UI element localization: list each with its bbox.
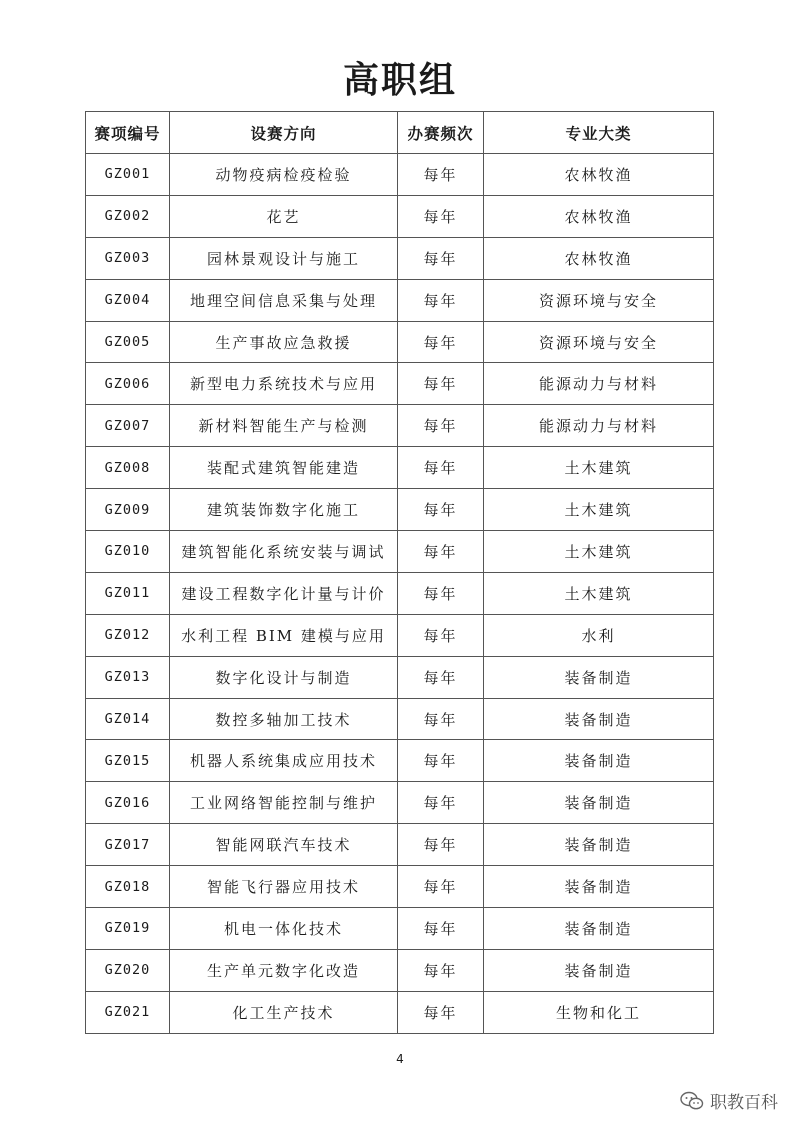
cell-category: 装备制造 [484, 782, 714, 824]
cell-direction: 智能网联汽车技术 [170, 824, 398, 866]
cell-frequency: 每年 [398, 698, 484, 740]
cell-frequency: 每年 [398, 949, 484, 991]
cell-category: 能源动力与材料 [484, 363, 714, 405]
table-row [86, 154, 714, 196]
competition-table [85, 111, 714, 1034]
table-row [86, 782, 714, 824]
cell-code: GZ004 [86, 279, 170, 321]
table-header [86, 112, 714, 154]
cell-frequency: 每年 [398, 363, 484, 405]
cell-direction: 智能飞行器应用技术 [170, 866, 398, 908]
cell-code: GZ010 [86, 531, 170, 573]
cell-category: 装备制造 [484, 949, 714, 991]
cell-frequency: 每年 [398, 531, 484, 573]
table-row [86, 698, 714, 740]
table-row [86, 656, 714, 698]
cell-direction: 工业网络智能控制与维护 [170, 782, 398, 824]
cell-category: 装备制造 [484, 656, 714, 698]
cell-category: 农林牧渔 [484, 154, 714, 196]
cell-code: GZ008 [86, 447, 170, 489]
cell-category: 装备制造 [484, 740, 714, 782]
cell-direction: 园林景观设计与施工 [170, 237, 398, 279]
table-row [86, 740, 714, 782]
cell-direction: 生产单元数字化改造 [170, 949, 398, 991]
cell-frequency: 每年 [398, 572, 484, 614]
cell-code: GZ007 [86, 405, 170, 447]
table-row [86, 447, 714, 489]
cell-frequency: 每年 [398, 405, 484, 447]
header-category: 专业大类 [484, 112, 714, 154]
cell-category: 土木建筑 [484, 531, 714, 573]
table-row [86, 279, 714, 321]
cell-category: 土木建筑 [484, 572, 714, 614]
page-title: 高职组 [342, 59, 457, 101]
cell-code: GZ015 [86, 740, 170, 782]
cell-frequency: 每年 [398, 195, 484, 237]
cell-frequency: 每年 [398, 489, 484, 531]
cell-code: GZ006 [86, 363, 170, 405]
cell-code: GZ013 [86, 656, 170, 698]
cell-direction: 化工生产技术 [170, 991, 398, 1033]
cell-code: GZ019 [86, 908, 170, 950]
cell-code: GZ020 [86, 949, 170, 991]
cell-code: GZ016 [86, 782, 170, 824]
cell-frequency: 每年 [398, 656, 484, 698]
cell-frequency: 每年 [398, 908, 484, 950]
cell-direction: 数控多轴加工技术 [170, 698, 398, 740]
cell-direction: 新材料智能生产与检测 [170, 405, 398, 447]
table-row [86, 405, 714, 447]
cell-direction: 建筑智能化系统安装与调试 [170, 531, 398, 573]
cell-frequency: 每年 [398, 991, 484, 1033]
cell-frequency: 每年 [398, 447, 484, 489]
cell-frequency: 每年 [398, 782, 484, 824]
cell-category: 土木建筑 [484, 489, 714, 531]
table-row [86, 949, 714, 991]
table-row [86, 908, 714, 950]
header-direction: 设赛方向 [170, 112, 398, 154]
cell-direction: 装配式建筑智能建造 [170, 447, 398, 489]
cell-code: GZ009 [86, 489, 170, 531]
cell-category: 资源环境与安全 [484, 321, 714, 363]
header-code: 赛项编号 [86, 112, 170, 154]
cell-category: 装备制造 [484, 824, 714, 866]
header-row [86, 112, 714, 154]
page-number: 4 [396, 1052, 404, 1066]
cell-category: 农林牧渔 [484, 195, 714, 237]
cell-code: GZ021 [86, 991, 170, 1033]
watermark-text: 职教百科 [710, 1093, 778, 1113]
cell-category: 装备制造 [484, 698, 714, 740]
cell-frequency: 每年 [398, 740, 484, 782]
cell-direction: 建筑装饰数字化施工 [170, 489, 398, 531]
cell-frequency: 每年 [398, 154, 484, 196]
cell-category: 农林牧渔 [484, 237, 714, 279]
cell-category: 装备制造 [484, 866, 714, 908]
cell-category: 水利 [484, 614, 714, 656]
table-row [86, 824, 714, 866]
wechat-icon [680, 1091, 704, 1111]
cell-direction: 数字化设计与制造 [170, 656, 398, 698]
cell-direction: 建设工程数字化计量与计价 [170, 572, 398, 614]
cell-category: 土木建筑 [484, 447, 714, 489]
cell-category: 能源动力与材料 [484, 405, 714, 447]
cell-frequency: 每年 [398, 279, 484, 321]
table-row [86, 489, 714, 531]
cell-direction: 水利工程 BIM 建模与应用 [170, 614, 398, 656]
cell-category: 生物和化工 [484, 991, 714, 1033]
cell-frequency: 每年 [398, 237, 484, 279]
cell-code: GZ011 [86, 572, 170, 614]
header-frequency: 办赛频次 [398, 112, 484, 154]
cell-direction: 地理空间信息采集与处理 [170, 279, 398, 321]
table-row [86, 363, 714, 405]
table-row [86, 237, 714, 279]
cell-code: GZ017 [86, 824, 170, 866]
table-row [86, 572, 714, 614]
cell-code: GZ012 [86, 614, 170, 656]
table-row [86, 195, 714, 237]
cell-code: GZ003 [86, 237, 170, 279]
cell-category: 装备制造 [484, 908, 714, 950]
cell-code: GZ005 [86, 321, 170, 363]
cell-frequency: 每年 [398, 321, 484, 363]
cell-frequency: 每年 [398, 614, 484, 656]
table-row [86, 321, 714, 363]
cell-frequency: 每年 [398, 866, 484, 908]
cell-code: GZ001 [86, 154, 170, 196]
cell-frequency: 每年 [398, 824, 484, 866]
cell-direction: 机电一体化技术 [170, 908, 398, 950]
cell-direction: 生产事故应急救援 [170, 321, 398, 363]
cell-direction: 新型电力系统技术与应用 [170, 363, 398, 405]
table-row [86, 866, 714, 908]
table-row [86, 614, 714, 656]
watermark [680, 1088, 778, 1113]
cell-code: GZ014 [86, 698, 170, 740]
cell-code: GZ002 [86, 195, 170, 237]
table-body [86, 154, 714, 1034]
cell-direction: 动物疫病检疫检验 [170, 154, 398, 196]
table-row [86, 991, 714, 1033]
table-row [86, 531, 714, 573]
cell-direction: 花艺 [170, 195, 398, 237]
cell-category: 资源环境与安全 [484, 279, 714, 321]
cell-direction: 机器人系统集成应用技术 [170, 740, 398, 782]
cell-code: GZ018 [86, 866, 170, 908]
